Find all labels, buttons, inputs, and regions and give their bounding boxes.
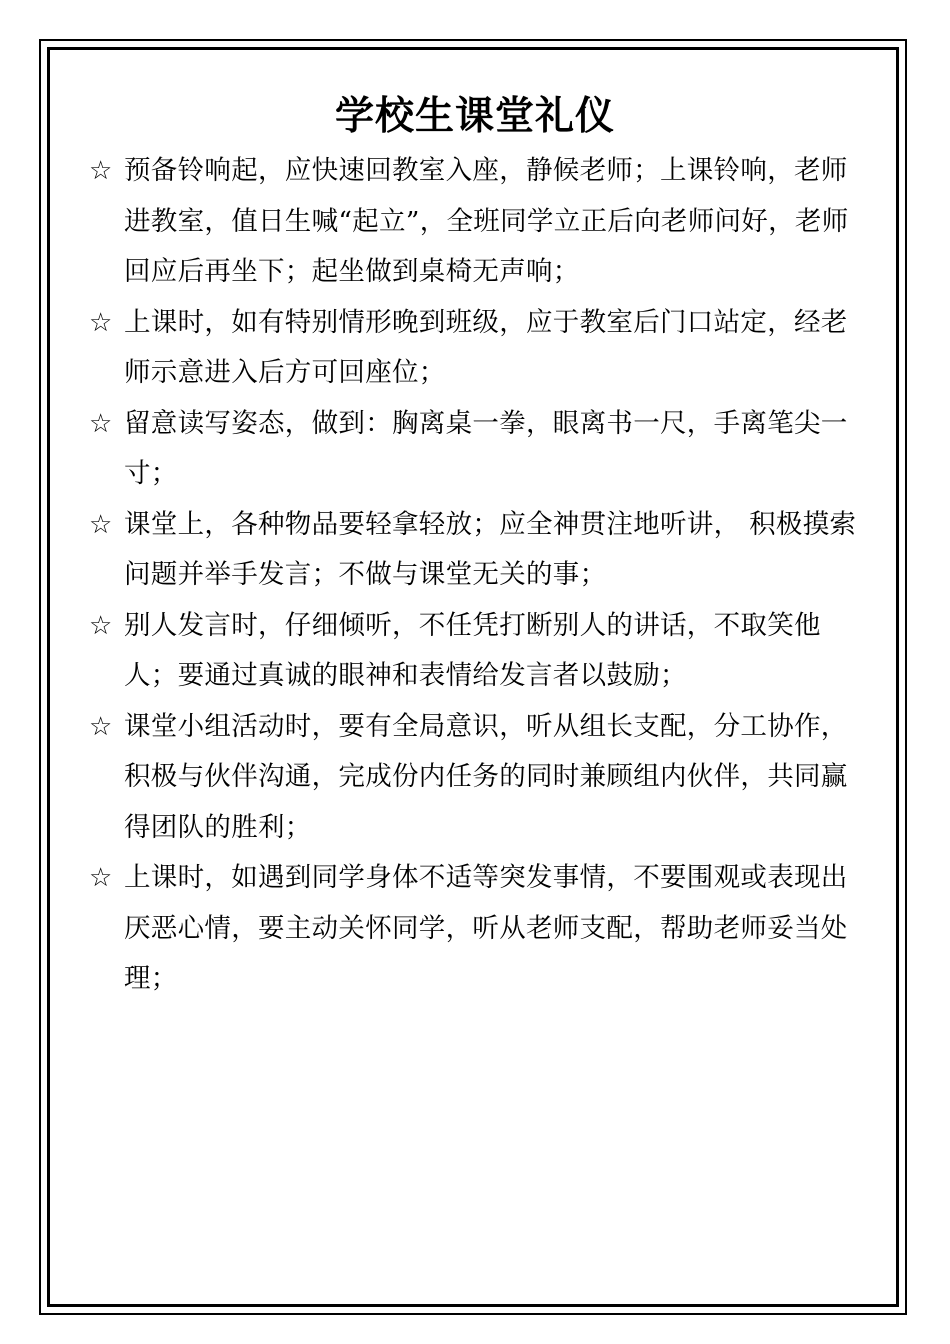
rule-text: 预备铃响起，应快速回教室入座，静候老师；上课铃响，老师进教室，值日生喊“起立”，全班同学立正后向老师问好，老师回应后再坐下；起坐做到桌椅无声响； [124,155,849,287]
rule-text: 上课时，如有特别情形晚到班级，应于教室后门口站定，经老师示意进入后方可回座位； [124,306,848,388]
rule-item [89,399,864,500]
star-icon: ☆ [89,156,113,186]
rule-text: 别人发言时，仔细倾听，不任凭打断别人的讲话，不取笑他人；要通过真诚的眼神和表情给发言者以鼓励； [124,609,821,691]
rule-item [89,702,864,854]
rule-text: 课堂小组活动时，要有全局意识，听从组长支配，分工协作，积极与伙伴沟通，完成份内任务的同时兼顾组内伙伴，共同赢得团队的胜利； [124,710,848,843]
star-icon: ☆ [89,509,113,540]
page-title: 学校生课堂礼仪 [334,94,615,139]
star-icon: ☆ [89,408,113,439]
star-icon: ☆ [89,863,113,893]
rule-item [89,853,864,1005]
rule-item [89,601,864,702]
star-icon: ☆ [89,610,113,641]
rule-text: 留意读写姿态，做到：胸离桌一拳，眼离书一尺，手离笔尖一寸； [124,407,848,489]
rule-item [89,298,864,399]
star-icon: ☆ [89,711,113,742]
etiquette-rule-list [89,146,864,1005]
rule-text: 上课时，如遇到同学身体不适等突发事情，不要围观或表现出厌恶心情，要主动关怀同学，听从老师支配，帮助老师妥当处理； [124,862,848,994]
rule-text: 课堂上，各种物品要轻拿轻放；应全神贯注地听讲， 积极摸索问题并举手发言；不做与课堂无关的事； [124,508,857,590]
rule-item [89,500,864,601]
star-icon: ☆ [89,307,113,338]
rule-item [89,146,864,298]
